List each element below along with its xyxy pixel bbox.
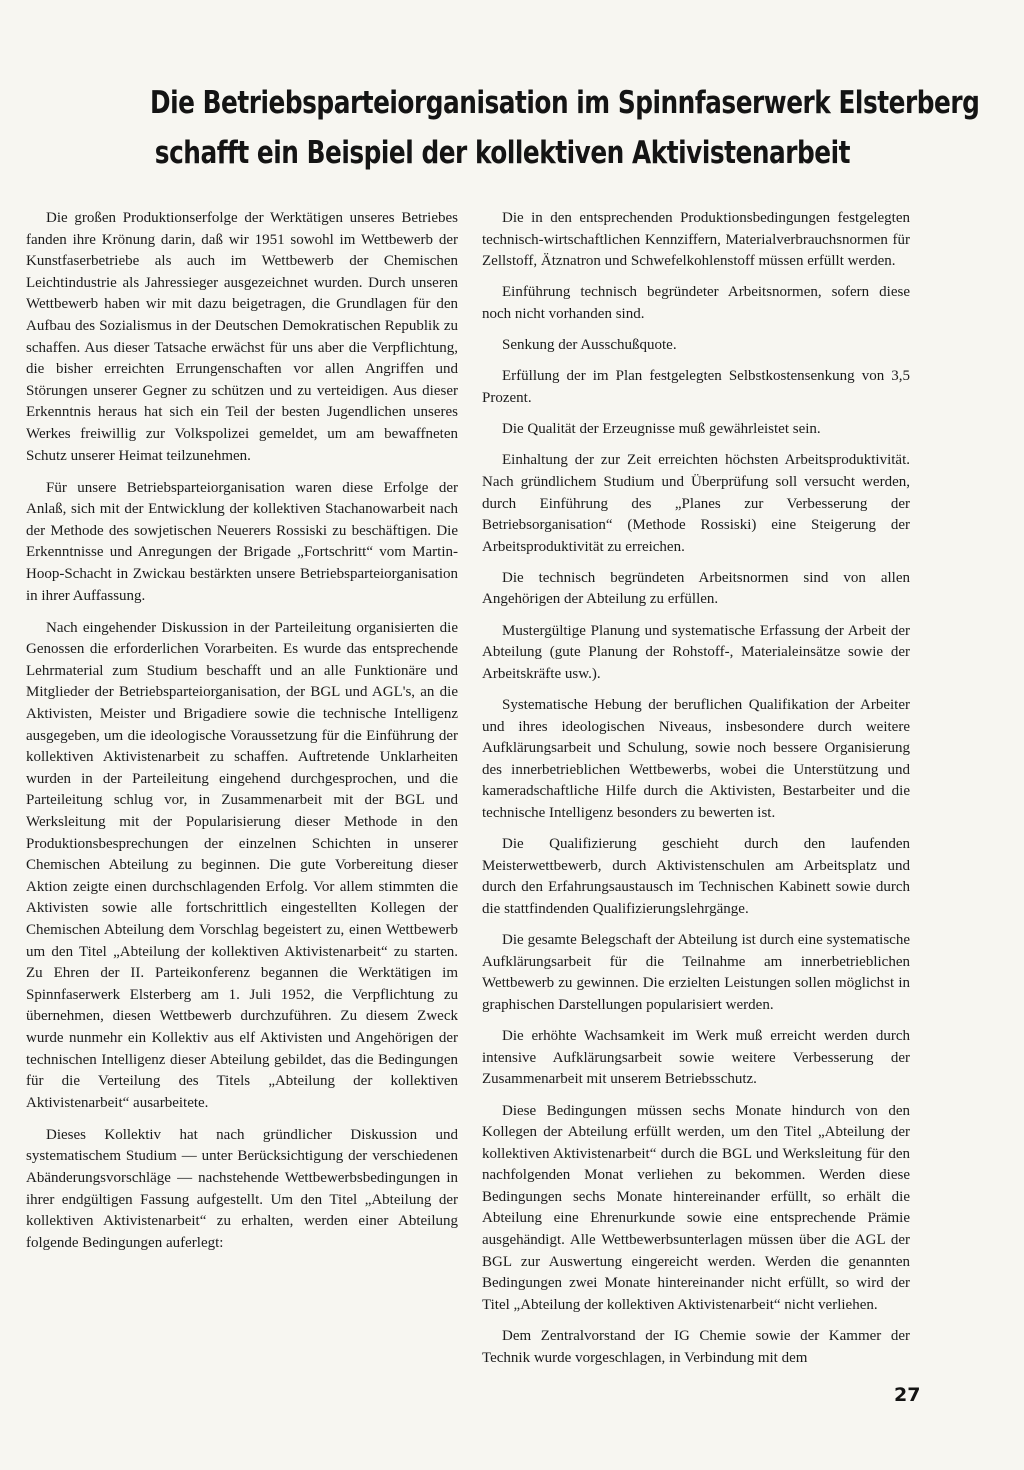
paragraph: Nach eingehender Diskussion in der Parteileitung organisierten die Genossen die erforderlichen Vorarbeiten. Es wurde das entsprechende Lehrmaterial zum Studium beschafft und an alle Funktionäre und Mitglieder der Betriebsparteiorganisation, der BGL und AGL's, an die Aktivisten, Meister und Brigadiere sowie die technische Intelligenz ausgegeben, um die ideologische Voraussetzung für die Einführung der kollektiven Aktivistenarbeit zu schaffen. Auftretende Unklarheiten wurden in der Parteileitung eingehend durchgesprochen, und die Parteileitung schlug vor, in Zusammenarbeit mit der BGL und Werksleitung mit der Popularisierung dieser Methode in den Produktionsbesprechungen der einzelnen Schichten in unserer Chemischen Abteilung zu beginnen. Die gute Vorbereitung dieser Aktion zeigte einen durchschlagenden Erfolg. Vor allem stimmten die Aktivisten sowie alle fortschrittlich eingestellten Kollegen der Chemischen Abteilung dem Vorschlag begeistert zu, einen Wettbewerb um den Titel „Abteilung der kollektiven Aktivistenarbeit“ zu starten. Zu Ehren der II. Parteikonferenz begannen die Werktätigen im Spinnfaserwerk Elsterberg am 1. Juli 1952, die Verpflichtung zu übernehmen, diesen Wettbewerb durchzuführen. Zu diesem Zweck wurde nunmehr ein Kollektiv aus elf Aktivisten und Angehörigen der technischen Intelligenz dieser Abteilung gebildet, das die Bedingungen für die Verteilung des Titels „Abteilung der kollektiven Aktivistenarbeit“ ausarbeitete. bbox=[26, 619, 458, 1111]
paragraph: Senkung der Ausschußquote. bbox=[502, 337, 677, 354]
paragraph: Systematische Hebung der beruflichen Qualifikation der Arbeiter und ihres ideologischen Niveaus, insbesondere durch weitere Aufklärungsarbeit und Schulung, sowie noch bessere Organisierung des innerbetrieblichen Wettbewerbs, wobei die Unterstützung und kameradschaftliche Hilfe durch die Aktivisten, Bestarbeiter und die technische Intelligenz besonders zu bewerten ist. bbox=[482, 697, 910, 821]
paragraph: Erfüllung der im Plan festgelegten Selbstkostensenkung von 3,5 Prozent. bbox=[482, 368, 910, 406]
page-number: 27 bbox=[894, 1384, 921, 1406]
paragraph: Einführung technisch begründeter Arbeitsnormen, sofern diese noch nicht vorhanden sind. bbox=[482, 284, 910, 322]
paragraph: Dem Zentralvorstand der IG Chemie sowie der Kammer der Technik wurde vorgeschlagen, in Verbindung mit dem bbox=[482, 1328, 910, 1366]
paragraph: Die technisch begründeten Arbeitsnormen sind von allen Angehörigen der Abteilung zu erfüllen. bbox=[482, 569, 910, 608]
right-column bbox=[482, 208, 910, 1379]
title-line-2: schafft ein Beispiel der kollektiven Aktivistenarbeit bbox=[154, 135, 851, 171]
title-line-1: Die Betriebsparteiorganisation im Spinnfaserwerk Elsterberg bbox=[150, 85, 980, 121]
paragraph: Die in den entsprechenden Produktionsbedingungen festgelegten technisch-wirtschaftlichen Kennziffern, Materialverbrauchsnormen für Zellstoff, Ätznatron und Schwefelkohlenstoff müssen erfüllt werden. bbox=[482, 210, 910, 270]
article-title bbox=[150, 78, 980, 178]
paragraph: Die Qualität der Erzeugnisse muß gewährleistet sein. bbox=[502, 421, 821, 438]
paragraph: Einhaltung der zur Zeit erreichten höchsten Arbeitsproduktivität. Nach gründlichem Studium und Überprüfung soll versucht werden, durch Einführung des „Planes zur Verbesserung der Betriebsorganisation“ (Methode Rossiski) eine Steigerung der Arbeitsproduktivität zu erreichen. bbox=[482, 452, 910, 555]
paragraph: Die großen Produktionserfolge der Werktätigen unseres Betriebes fanden ihre Krönung darin, daß wir 1951 sowohl im Wettbewerb der Kunstfaserbetriebe als auch im Wettbewerb der Chemischen Leichtindustrie als Jahressieger ausgezeichnet wurden. Durch unseren Wettbewerb haben wir mit dazu beigetragen, die Grundlagen für den Aufbau des Sozialismus in der Deutschen Demokratischen Republik zu schaffen. Aus dieser Tatsache erwächst für uns aber die Verpflichtung, die bisher erreichten Errungenschaften vor allen Angriffen und Störungen unserer Gegner zu schützen und zu verteidigen. Aus dieser Erkenntnis heraus hat sich ein Teil der besten Jugendlichen unseres Werkes freiwillig zur Volkspolizei gemeldet, um am bewaffneten Schutz unserer Heimat teilzunehmen. bbox=[26, 210, 458, 464]
paragraph: Dieses Kollektiv hat nach gründlicher Diskussion und systematischem Studium — unter Berücksichtigung der verschiedenen Abänderungsvorschläge — nachstehende Wettbewerbsbedingungen in ihrer endgültigen Fassung aufgestellt. Um den Titel „Abteilung der kollektiven Aktivistenarbeit“ zu erhalten, werden einer Abteilung folgende Bedingungen auferlegt: bbox=[26, 1126, 458, 1251]
paragraph: Für unsere Betriebsparteiorganisation waren diese Erfolge der Anlaß, sich mit der Entwicklung der kollektiven Stachanowarbeit nach der Methode des sowjetischen Neuerers Rossiski zu beschäftigen. Die Erkenntnisse und Anregungen der Brigade „Fortschritt“ vom Martin-Hoop-Schacht in Zwickau bestärkten unsere Betriebsparteiorganisation in ihrer Auffassung. bbox=[26, 479, 458, 604]
paragraph: Diese Bedingungen müssen sechs Monate hindurch von den Kollegen der Abteilung erfüllt werden, um den Titel „Abteilung der kollektiven Aktivistenarbeit“ durch die BGL und Werksleitung für den nachfolgenden Monat verliehen zu bekommen. Werden diese Bedingungen sechs Monate hintereinander erfüllt, so erhält die Abteilung eine Ehrenurkunde sowie eine entsprechende Prämie ausgehändigt. Alle Wettbewerbsunterlagen müssen über die AGL der BGL zur Auswertung eingereicht werden. Werden die genannten Bedingungen zwei Monate hintereinander nicht erfüllt, so wird der Titel „Abteilung der kollektiven Aktivistenarbeit“ nicht verliehen. bbox=[482, 1102, 910, 1313]
paragraph: Mustergültige Planung und systematische Erfassung der Arbeit der Abteilung (gute Planung der Rohstoff-, Materialeinsätze sowie der Arbeitskräfte usw.). bbox=[482, 622, 910, 682]
paragraph: Die erhöhte Wachsamkeit im Werk muß erreicht werden durch intensive Aufklärungsarbeit sowie weitere Verbesserung der Zusammenarbeit mit unserem Betriebsschutz. bbox=[482, 1028, 910, 1088]
left-column bbox=[26, 208, 458, 1265]
paragraph: Die gesamte Belegschaft der Abteilung ist durch eine systematische Aufklärungsarbeit für die Teilnahme am innerbetrieblichen Wettbewerb zu gewinnen. Die erzielten Leistungen sollen möglichst in graphischen Darstellungen popularisiert werden. bbox=[482, 932, 910, 1013]
paragraph: Die Qualifizierung geschieht durch den laufenden Meisterwettbewerb, durch Aktivistenschulen am Arbeitsplatz und durch den Erfahrungsaustausch im Technischen Kabinett sowie durch die stattfindenden Qualifizierungslehrgänge. bbox=[482, 836, 910, 917]
